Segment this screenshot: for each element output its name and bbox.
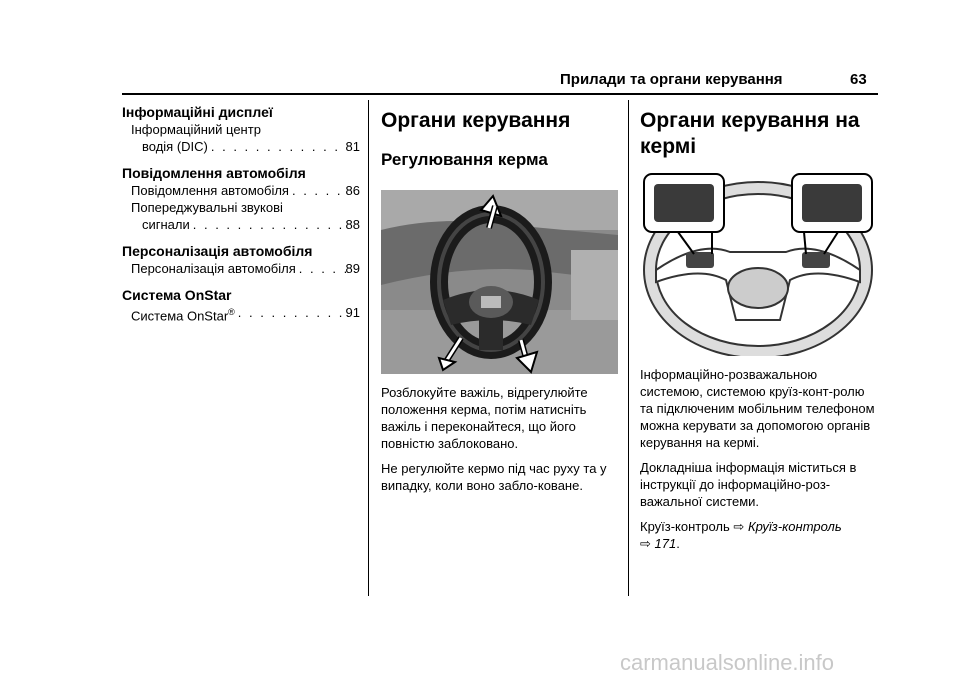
toc-section-title: Персоналізація автомобіля — [122, 243, 313, 259]
toc-entry-label[interactable]: Персоналізація автомобіля — [131, 261, 296, 276]
xref-page-link[interactable]: 171 — [654, 536, 677, 551]
page-number: 63 — [850, 71, 867, 88]
period: . — [676, 536, 680, 551]
toc-page[interactable]: 88 — [345, 217, 360, 232]
column-divider — [368, 100, 369, 596]
watermark: carmanualsonline.info — [620, 650, 835, 675]
registered-mark: ® — [228, 307, 235, 317]
toc-entry-label[interactable]: водія (DIC) — [142, 139, 208, 154]
cross-reference — [640, 518, 878, 552]
reference-arrow-icon: ⇨ — [640, 536, 651, 551]
paragraph: Інформаційно-розважальною системою, системою круїз-конт-ролю та підключеним мобільним телефоном можна керувати за допомогою органів керування на кермі. — [640, 367, 875, 450]
page-header-title: Прилади та органи керування — [560, 71, 783, 88]
toc-section-title: Система OnStar — [122, 287, 232, 303]
xref-link[interactable]: Круїз-контроль — [747, 519, 842, 534]
paragraph: Докладніша інформація міститься в інструкції до інформаційно-роз-важальної системи. — [640, 460, 857, 509]
steering-adjust-text — [381, 384, 617, 502]
toc-entry-label[interactable] — [131, 304, 235, 324]
toc-entry[interactable]: Попереджувальні звукові — [131, 200, 283, 215]
toc-leader — [289, 182, 346, 199]
toc-entry-label[interactable]: сигнали — [142, 217, 190, 232]
column-divider — [628, 100, 629, 596]
toc-entry[interactable]: Інформаційний центр — [131, 122, 261, 137]
table-of-contents — [122, 104, 360, 324]
reference-arrow-icon: ⇨ — [733, 519, 745, 534]
paragraph: Не регулюйте кермо під час руху та у випадку, коли воно забло-коване. — [381, 461, 607, 493]
section-title: Органи керування — [381, 109, 571, 132]
subsection-title: Регулювання керма — [381, 150, 548, 169]
toc-page[interactable]: 89 — [345, 261, 360, 276]
toc-section-title: Інформаційні дисплеї — [122, 104, 273, 120]
steering-adjust-illustration — [381, 190, 618, 374]
wheel-controls-text — [640, 366, 878, 552]
toc-leader — [235, 304, 346, 324]
toc-leader — [190, 216, 346, 233]
toc-section-title: Повідомлення автомобіля — [122, 165, 306, 181]
section-title: Органи керування на кермі — [640, 109, 860, 158]
toc-entry-text[interactable]: Система OnStar — [131, 308, 229, 324]
toc-page[interactable]: 81 — [345, 139, 360, 154]
toc-page[interactable]: 91 — [345, 305, 360, 320]
toc-entry-label[interactable]: Повідомлення автомобіля — [131, 183, 289, 198]
toc-leader — [208, 138, 346, 155]
steering-adjust-column — [381, 108, 617, 170]
paragraph: Розблокуйте важіль, відрегулюйте положення керма, потім натисніть важіль і переконайтеся, що його повністю заблоковано. — [381, 385, 588, 451]
steering-wheel-controls-illustration — [640, 170, 878, 356]
toc-leader — [296, 260, 346, 277]
header-rule — [122, 93, 878, 95]
wheel-controls-column — [640, 108, 878, 160]
toc-page[interactable]: 86 — [345, 183, 360, 198]
xref-label: Круїз-контроль — [640, 519, 730, 534]
steering-wheel-icon — [381, 190, 618, 374]
steering-wheel-controls-icon — [640, 170, 878, 356]
